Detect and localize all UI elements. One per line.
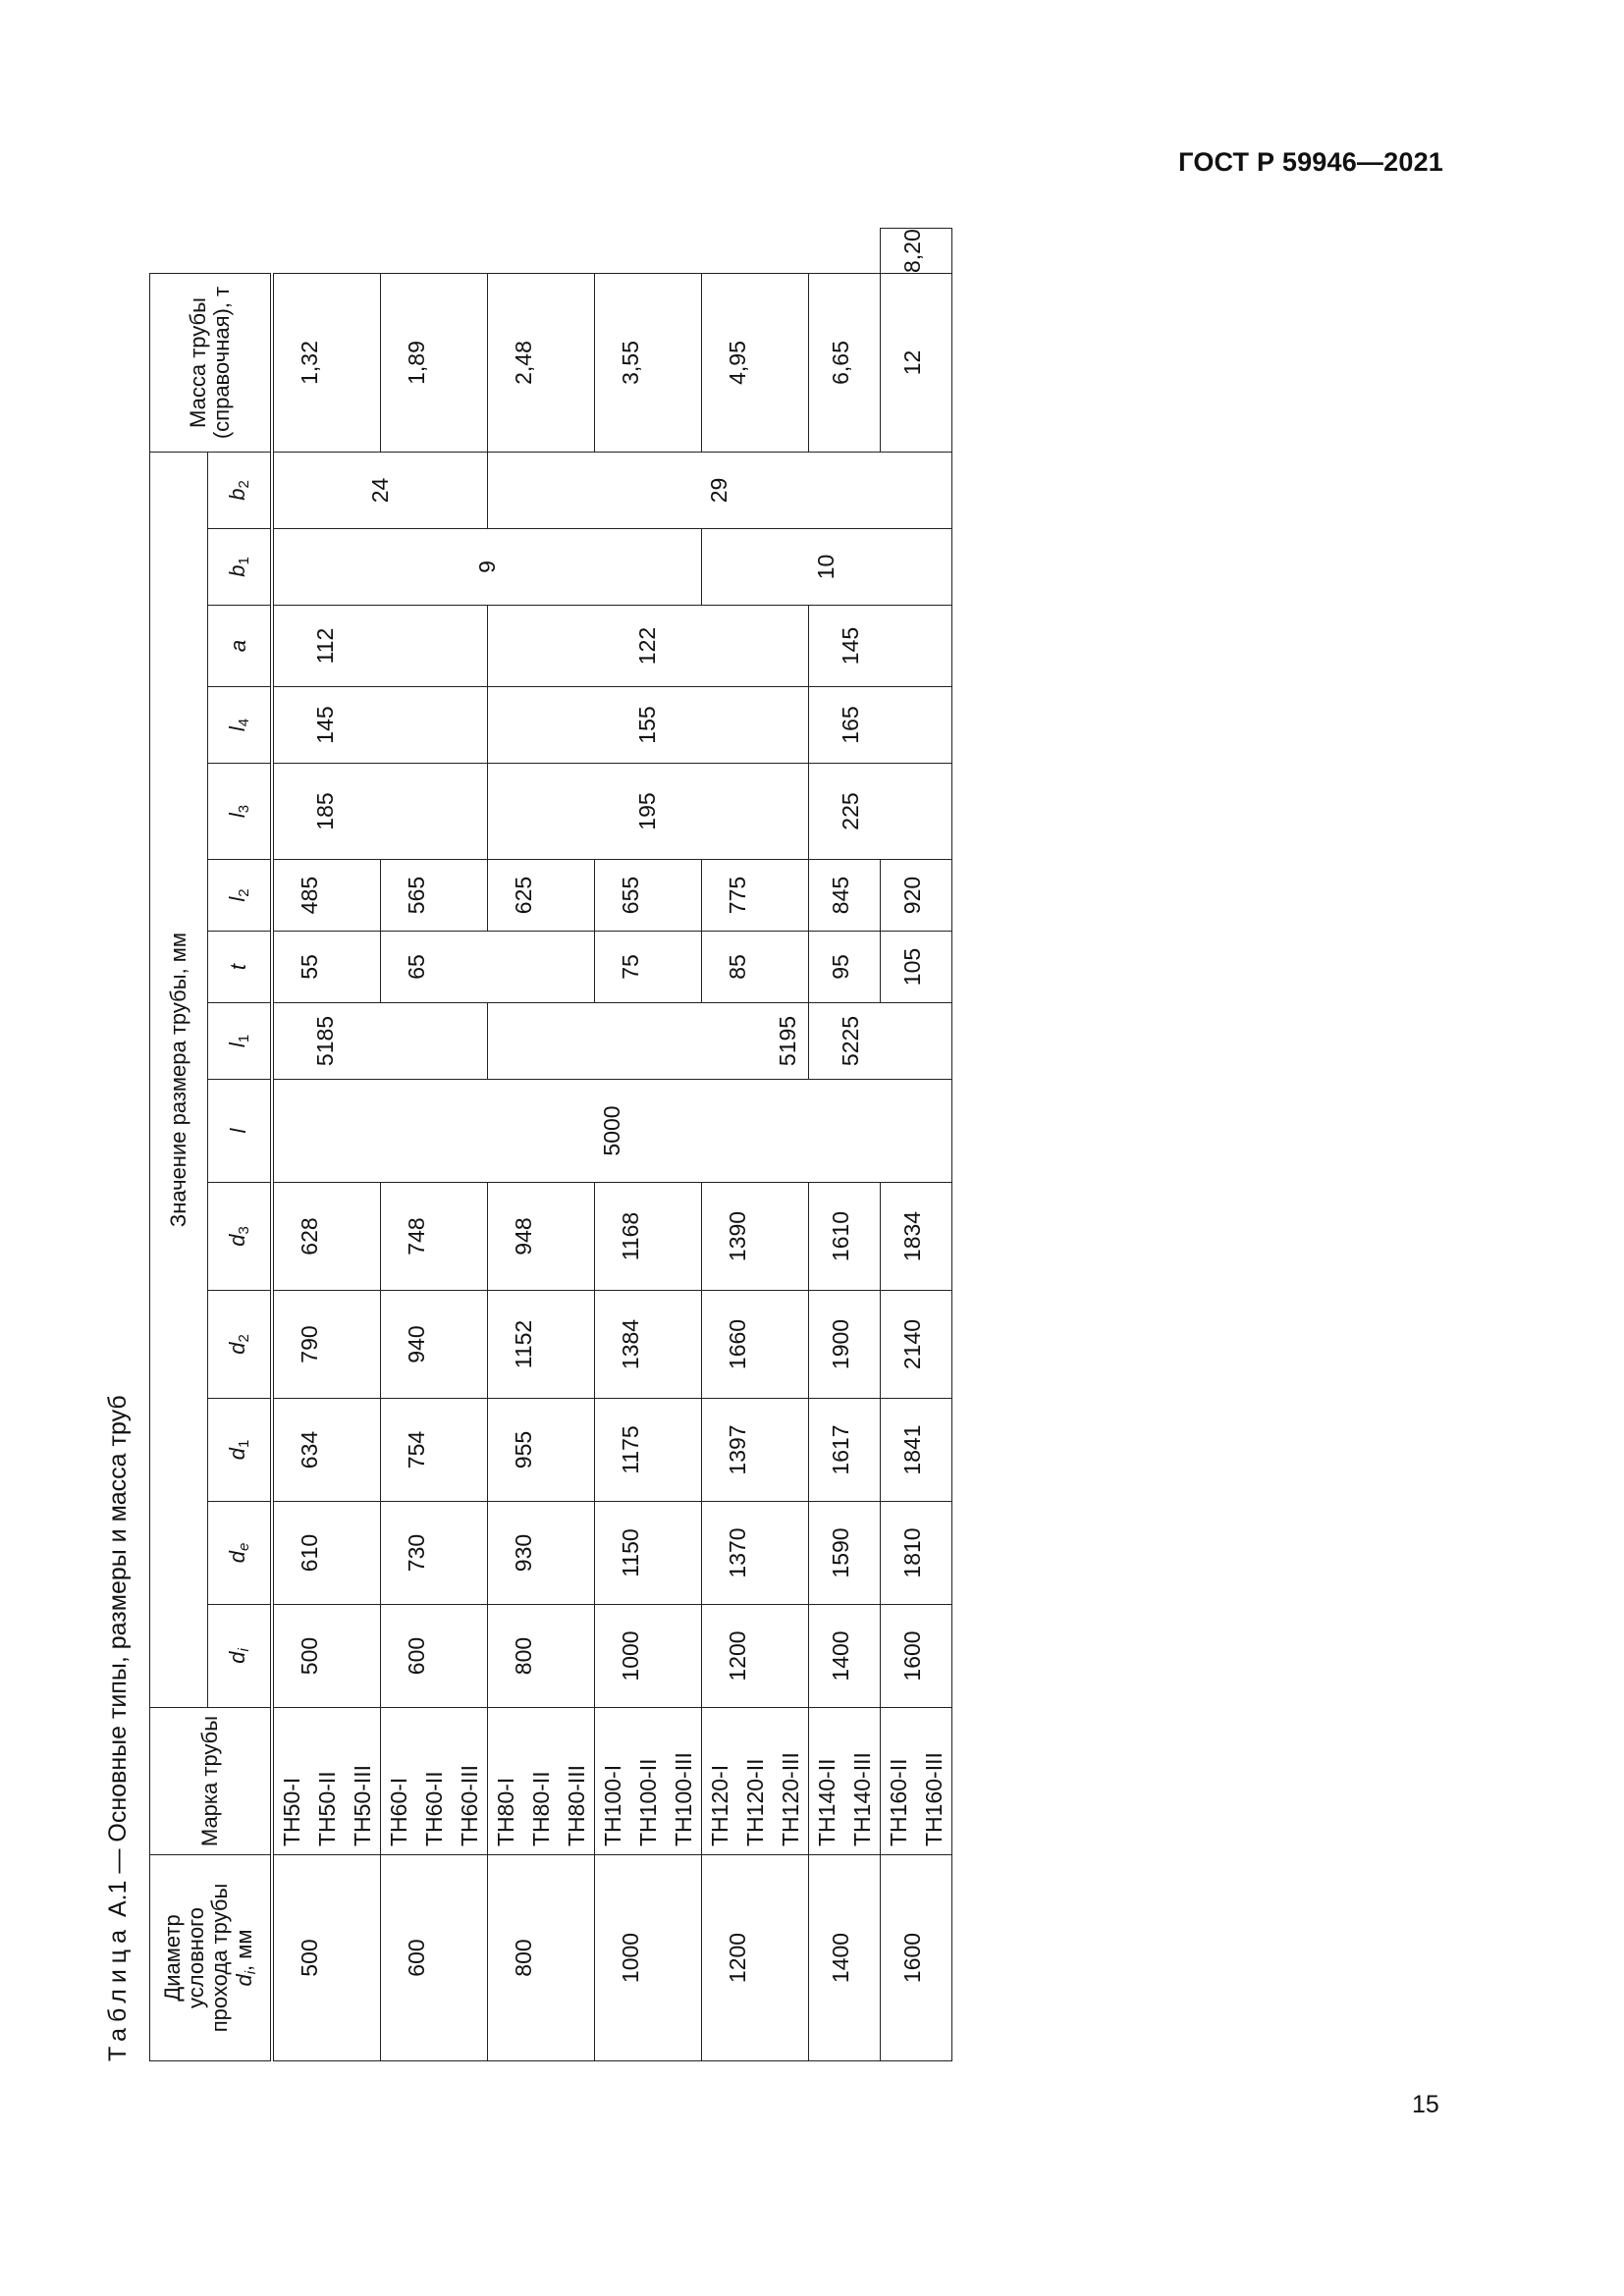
t-cell: 95 bbox=[809, 932, 881, 1003]
l3-cell-a: 185 bbox=[272, 764, 488, 860]
d3-cell: 948 bbox=[488, 1183, 595, 1291]
l1-cell-c: 5225 bbox=[809, 1003, 952, 1080]
header-diameter-line3: прохода трубы bbox=[207, 1883, 233, 2033]
l1-cell-b: 5195 bbox=[488, 1003, 809, 1080]
t-cell: 85 bbox=[702, 932, 809, 1003]
b1-cell-a: 9 bbox=[272, 529, 702, 606]
a-cell-a: 112 bbox=[272, 606, 488, 687]
dn-cell: 600 bbox=[381, 1855, 488, 2061]
l-merged-cell: 5000 bbox=[272, 1080, 952, 1183]
di-cell: 1600 bbox=[881, 1605, 952, 1708]
d3-cell: 1834 bbox=[881, 1183, 952, 1291]
dn-cell: 1400 bbox=[809, 1855, 881, 2061]
header-diameter-unit: , мм bbox=[231, 1929, 256, 1971]
b2-cell-b: 29 bbox=[488, 453, 952, 529]
mass-cell: 4,95 bbox=[702, 274, 809, 453]
header-l4: $l_4$ bbox=[208, 687, 273, 764]
d1-cell: 754 bbox=[381, 1399, 488, 1502]
di-cell: 1000 bbox=[595, 1605, 702, 1708]
d3-cell: 748 bbox=[381, 1183, 488, 1291]
header-d3: $d_3$ bbox=[208, 1183, 273, 1291]
header-mass-line1: Масса трубы bbox=[185, 297, 210, 428]
document-header: ГОСТ Р 59946—2021 bbox=[1178, 147, 1443, 177]
t-cell: 75 bbox=[595, 932, 702, 1003]
header-d1: $d_1$ bbox=[208, 1399, 273, 1502]
d1-cell: 1175 bbox=[595, 1399, 702, 1502]
header-l3: $l_3$ bbox=[208, 764, 273, 860]
d1-cell: 1841 bbox=[881, 1399, 952, 1502]
rotated-table-area bbox=[0, 132, 1119, 2075]
d3-cell: 1390 bbox=[702, 1183, 809, 1291]
table-caption-prefix: Таблица bbox=[104, 1923, 132, 2061]
grade-cell: ТН50-I ТН50-II ТН50-III bbox=[272, 1708, 381, 1855]
page-number: 15 bbox=[1412, 2091, 1439, 2118]
header-b1: $b_1$ bbox=[208, 529, 273, 606]
l4-cell-a: 145 bbox=[272, 687, 488, 764]
d1-cell: 1397 bbox=[702, 1399, 809, 1502]
l2-cell: 565 bbox=[381, 860, 488, 932]
mass-cell: 2,48 bbox=[488, 274, 595, 453]
grade-cell: ТН60-I ТН60-II ТН60-III bbox=[381, 1708, 488, 1855]
grade-cell: ТН80-I ТН80-II ТН80-III bbox=[488, 1708, 595, 1855]
de-cell: 1810 bbox=[881, 1502, 952, 1605]
de-cell: 730 bbox=[381, 1502, 488, 1605]
header-mass bbox=[150, 274, 273, 453]
grade-cell: ТН140-II ТН140-III bbox=[809, 1708, 881, 1855]
di-cell: 600 bbox=[381, 1605, 488, 1708]
b1-cell-b: 10 bbox=[702, 529, 952, 606]
header-l2: $l_2$ bbox=[208, 860, 273, 932]
d3-cell: 1168 bbox=[595, 1183, 702, 1291]
header-b2: $b_2$ bbox=[208, 453, 273, 529]
grade-cell: ТН120-I ТН120-II ТН120-III bbox=[702, 1708, 809, 1855]
dn-cell: 1000 bbox=[595, 1855, 702, 2061]
de-cell: 1370 bbox=[702, 1502, 809, 1605]
de-cell: 610 bbox=[272, 1502, 381, 1605]
de-cell: 1590 bbox=[809, 1502, 881, 1605]
de-cell: 1150 bbox=[595, 1502, 702, 1605]
d3-cell: 628 bbox=[272, 1183, 381, 1291]
l2-cell: 655 bbox=[595, 860, 702, 932]
header-diameter-line1: Диаметр bbox=[159, 1914, 185, 2002]
grade-cell: ТН160-II ТН160-III bbox=[881, 1708, 952, 1855]
header-diameter: Диаметр условного прохода трубы $d_i$, мм bbox=[150, 1855, 273, 2061]
l4-cell-b: 155 bbox=[488, 687, 809, 764]
l2-cell: 625 bbox=[488, 860, 595, 932]
dn-cell: 800 bbox=[488, 1855, 595, 2061]
a-cell-c: 145 bbox=[809, 606, 952, 687]
table-caption-text: А.1 — Основные типы, размеры и масса труб bbox=[104, 1395, 132, 1924]
t-cell: 55 bbox=[272, 932, 381, 1003]
l1-cell-a: 5185 bbox=[272, 1003, 488, 1080]
d2-cell: 1900 bbox=[809, 1291, 881, 1399]
d3-cell: 1610 bbox=[809, 1183, 881, 1291]
header-mass-line2: (справочная), т bbox=[209, 286, 234, 440]
l2-cell: 920 bbox=[881, 860, 952, 932]
b2-cell-a: 24 bbox=[272, 453, 488, 529]
dn-cell: 1600 bbox=[881, 1855, 952, 2061]
l3-cell-c: 225 bbox=[809, 764, 952, 860]
header-diameter-line2: условного bbox=[184, 1907, 209, 2008]
di-cell: 1200 bbox=[702, 1605, 809, 1708]
d1-cell: 634 bbox=[272, 1399, 381, 1502]
di-cell: 800 bbox=[488, 1605, 595, 1708]
l2-cell: 485 bbox=[272, 860, 381, 932]
header-grade: Марка трубы bbox=[150, 1708, 273, 1855]
d2-cell: 1152 bbox=[488, 1291, 595, 1399]
header-l1: $l_1$ bbox=[208, 1003, 273, 1080]
header-a: a bbox=[208, 606, 273, 687]
header-d2: $d_2$ bbox=[208, 1291, 273, 1399]
table-caption bbox=[104, 1395, 133, 2061]
t-cell: 105 bbox=[881, 932, 952, 1003]
pipe-table bbox=[149, 228, 952, 2061]
header-sizes: Значение размера трубы, мм bbox=[150, 453, 208, 1708]
d1-cell: 955 bbox=[488, 1399, 595, 1502]
grade-cell: ТН100-I ТН100-II ТН100-III bbox=[595, 1708, 702, 1855]
mass-cell: 3,55 bbox=[595, 274, 702, 453]
d2-cell: 940 bbox=[381, 1291, 488, 1399]
mass-cell: 1,32 bbox=[272, 274, 381, 453]
d2-cell: 790 bbox=[272, 1291, 381, 1399]
di-cell: 1400 bbox=[809, 1605, 881, 1708]
l2-cell: 775 bbox=[702, 860, 809, 932]
header-de: $d_e$ bbox=[208, 1502, 273, 1605]
d2-cell: 2140 bbox=[881, 1291, 952, 1399]
l3-cell-b: 195 bbox=[488, 764, 809, 860]
mass-cell: 8,20 bbox=[881, 229, 952, 274]
d2-cell: 1384 bbox=[595, 1291, 702, 1399]
header-di: $d_i$ bbox=[208, 1605, 273, 1708]
l2-cell: 845 bbox=[809, 860, 881, 932]
d1-cell: 1617 bbox=[809, 1399, 881, 1502]
header-t: t bbox=[208, 932, 273, 1003]
d2-cell: 1660 bbox=[702, 1291, 809, 1399]
dn-cell: 1200 bbox=[702, 1855, 809, 2061]
a-cell-b: 122 bbox=[488, 606, 809, 687]
b1-cell-c: 12 bbox=[881, 274, 952, 453]
mass-cell: 6,65 bbox=[809, 274, 881, 453]
header-l: l bbox=[208, 1080, 273, 1183]
di-cell: 500 bbox=[272, 1605, 381, 1708]
de-cell: 930 bbox=[488, 1502, 595, 1605]
l4-cell-c: 165 bbox=[809, 687, 952, 764]
t-cell-merged: 65 bbox=[381, 932, 595, 1003]
dn-cell: 500 bbox=[272, 1855, 381, 2061]
mass-cell: 1,89 bbox=[381, 274, 488, 453]
